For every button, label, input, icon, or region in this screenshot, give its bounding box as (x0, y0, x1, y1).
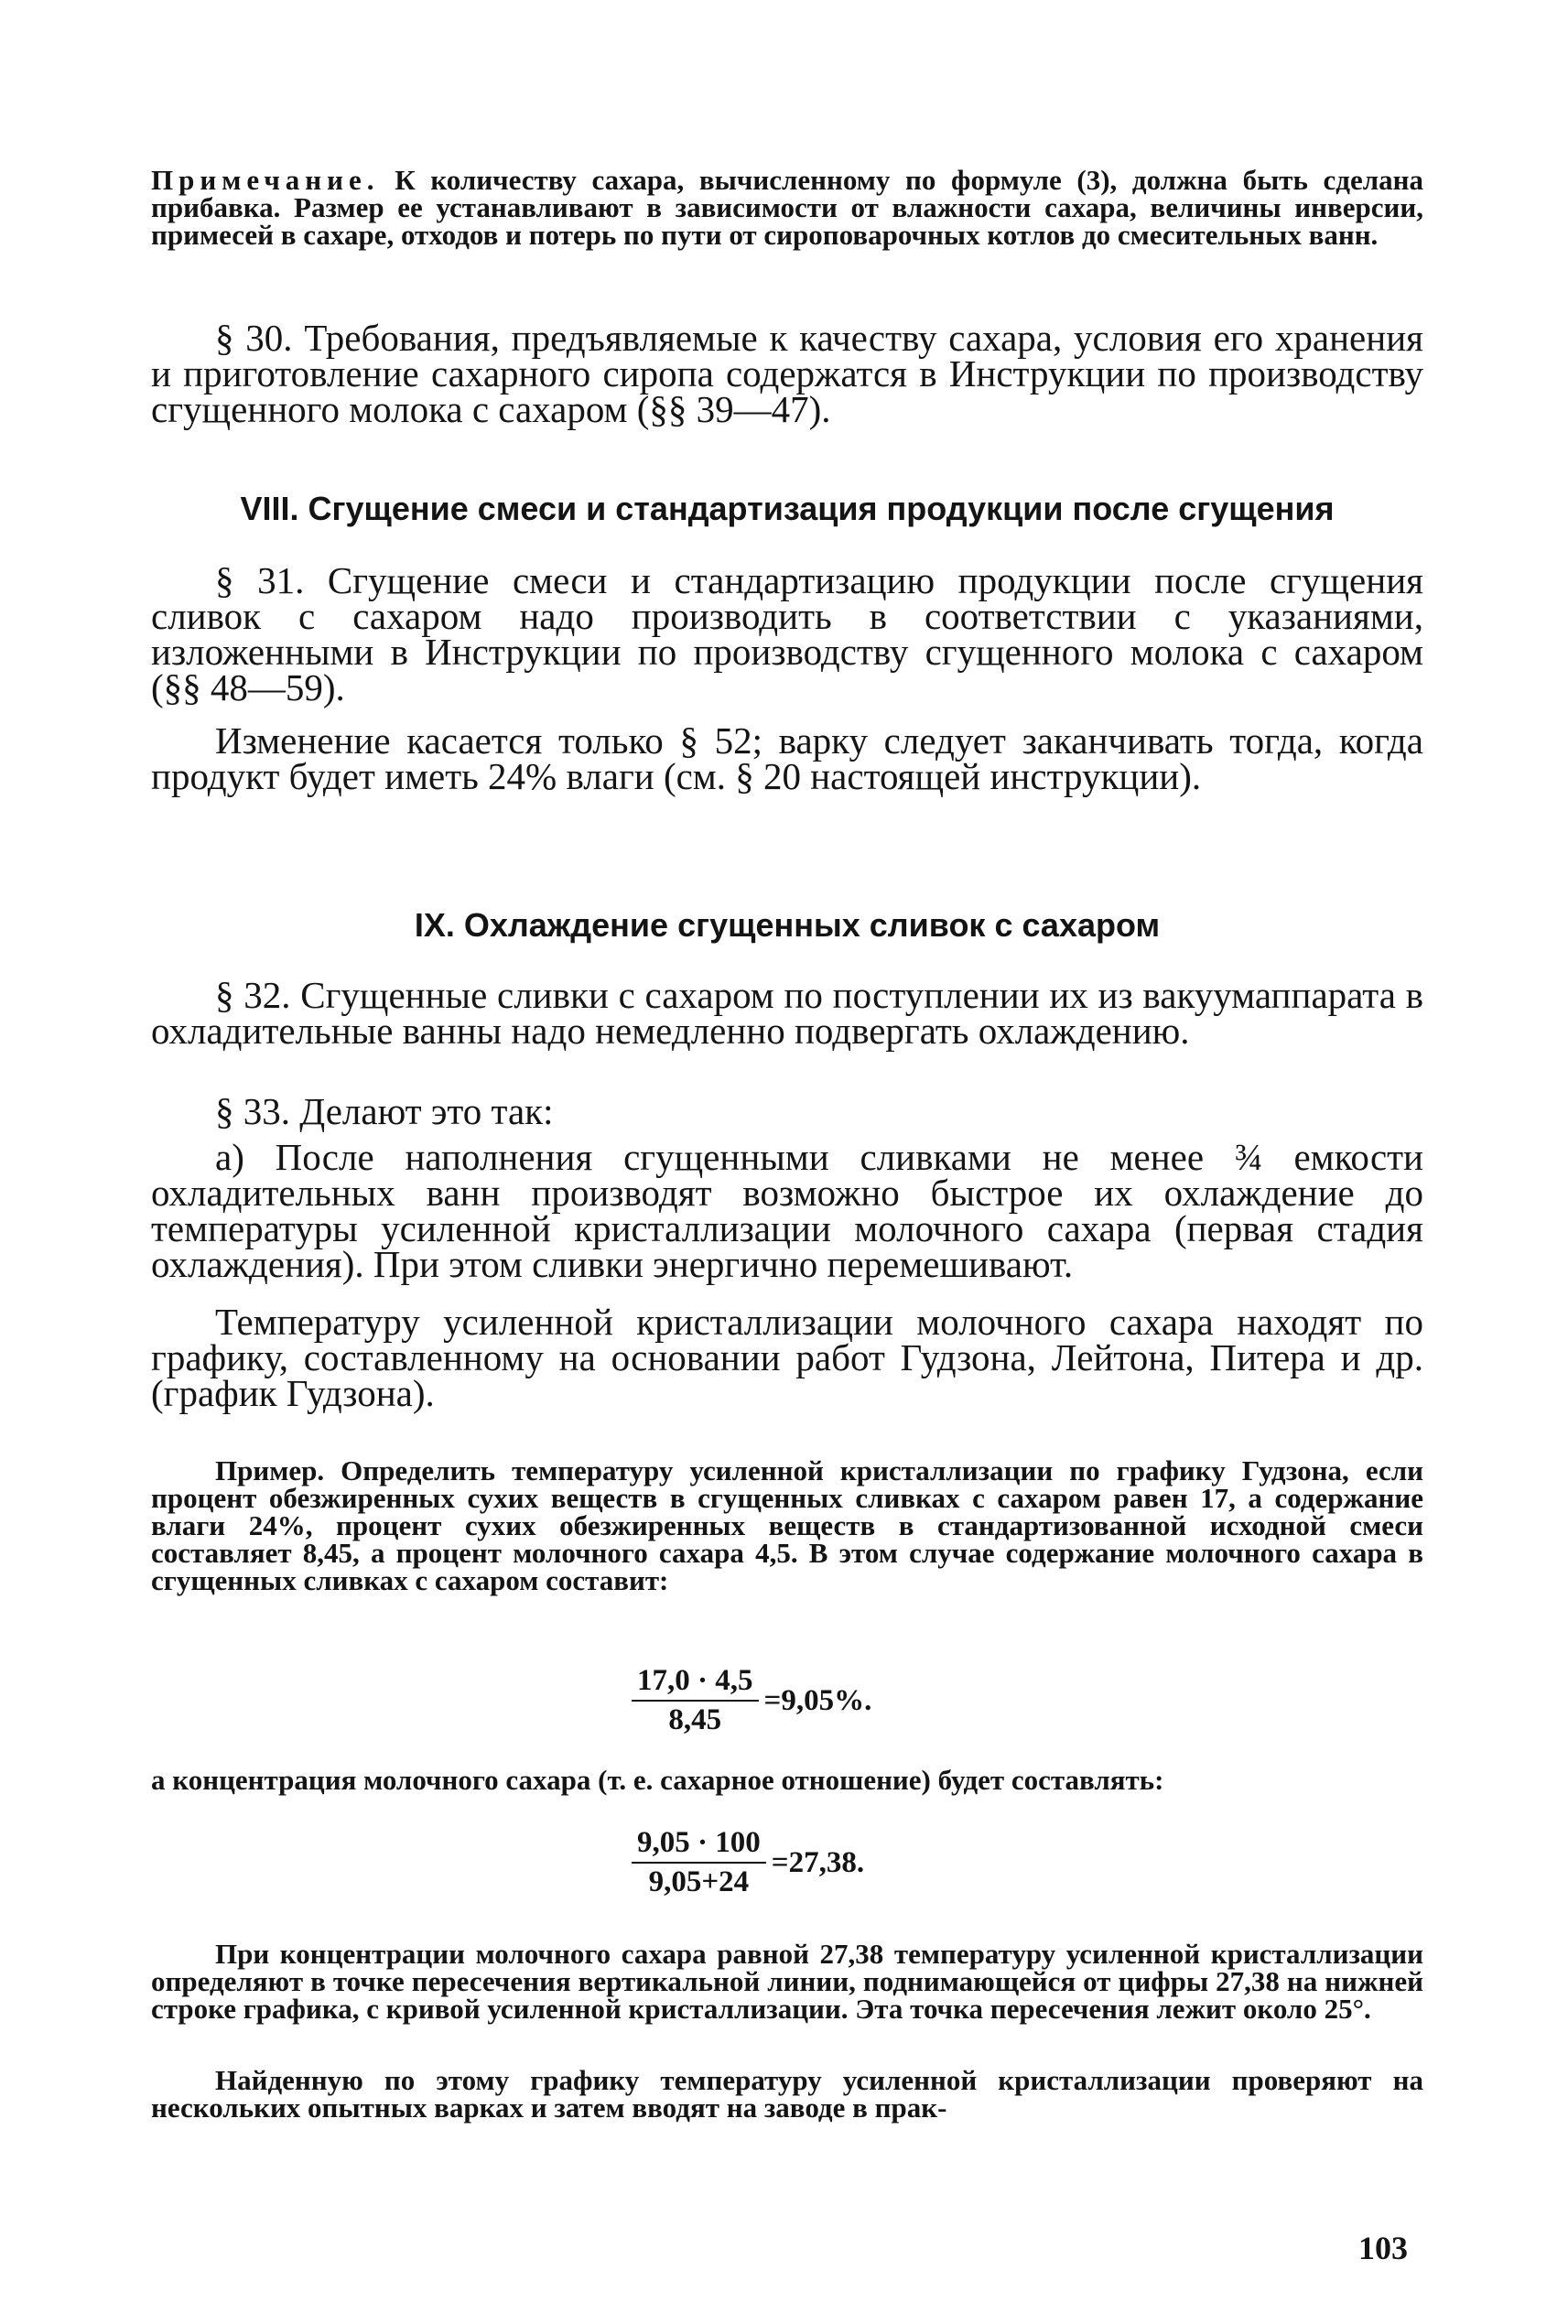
note-label: Примечание. (151, 164, 380, 196)
concentration-paragraph: При концентрации молочного сахара равной 27,38 температуру усиленной кристаллизации определяют в точке пересечения вертикальной линии, поднимающейся от цифры 27,38 на нижней строке графика, с кривой усиленной кристаллизации. Эта точка пересечения лежит около 25°. (151, 1938, 1423, 2025)
concentration-text: а концентрация молочного сахара (т. е. сахарное отношение) будет составлять: (151, 1764, 1164, 1796)
formula-2-fraction (632, 1826, 766, 1899)
formula-2-numerator: 9,05 · 100 (632, 1826, 766, 1864)
formula-1-fraction (632, 1664, 759, 1737)
paragraph-33b: Температуру усиленной кристаллизации молочного сахара находят по графику, составленному на основании работ Гудзона, Лейтона, Питера и др. (график Гудзона). (151, 1301, 1423, 1414)
formula-1-result: =9,05%. (763, 1683, 872, 1717)
paragraph-31-change: Изменение касается только § 52; варку следует заканчивать тогда, когда продукт будет иметь 24% влаги (см. § 20 настоящей инструкции). (151, 719, 1423, 797)
note-text: К количеству сахара, вычисленному по формуле (3), должна быть сделана прибавка. Размер ее устанавливают в зависимости от влажности сахара, величины инверсии, примесей в сахаре, отходов и потерь по пути от сироповарочных котлов до смесительных ванн. (151, 164, 1423, 251)
paragraph-31: § 31. Сгущение смеси и стандартизацию продукции после сгущения сливок с сахаром надо производить в соответствии с указаниями, изложенными в Инструкции по производству сгущенного молока с сахаром (§§ 48—59). (151, 559, 1423, 708)
note-paragraph (151, 164, 1423, 251)
section-9-heading: IX. Охлаждение сгущенных сливок с сахаром (414, 906, 1161, 944)
page-number: 103 (1358, 2230, 1408, 2266)
formula-2-result: =27,38. (771, 1845, 865, 1879)
formula-milk-sugar-content (632, 1664, 871, 1737)
formula-2-denominator: 9,05+24 (648, 1865, 750, 1898)
section-8-heading: VIII. Сгущение смеси и стандартизация продукции после сгущения (240, 490, 1335, 527)
paragraph-33a: а) После наполнения сгущенными сливками не менее ¾ емкости охладительных ванн производят возможно быстрое их охлаждение до температуры усиленной кристаллизации молочного сахара (первая стадия охлаждения). При этом сливки энергично перемешивают. (151, 1136, 1423, 1285)
example-label: Пример. (215, 1454, 325, 1486)
final-paragraph: Найденную по этому графику температуру усиленной кристаллизации проверяют на нескольких опытных варках и затем вводят на заводе в прак- (151, 2064, 1423, 2124)
paragraph-32: § 32. Сгущенные сливки с сахаром по поступлении их из вакуумаппарата в охладительные ванны надо немедленно подвергать охлаждению. (151, 974, 1423, 1052)
example-paragraph (151, 1454, 1423, 1596)
paragraph-30: § 30. Требования, предъявляемые к качеству сахара, условия его хранения и приготовление сахарного сиропа содержатся в Инструкции по производству сгущенного молока с сахаром (§§ 39—47). (151, 317, 1423, 430)
example-text: Определить температуру усиленной кристаллизации по графику Гудзона, если процент обезжиренных сухих веществ в сгущенных сливках с сахаром равен 17, а содержание влаги 24%, процент сухих обезжиренных веществ в стандартизованной исходной смеси составляет 8,45, а процент молочного сахара 4,5. В этом случае содержание молочного сахара в сгущенных сливках с сахаром составит: (151, 1454, 1423, 1596)
formula-1-denominator: 8,45 (668, 1703, 722, 1736)
paragraph-33: § 33. Делают это так: (215, 1090, 554, 1132)
formula-1-numerator: 17,0 · 4,5 (632, 1664, 759, 1702)
formula-sugar-ratio (632, 1826, 864, 1899)
